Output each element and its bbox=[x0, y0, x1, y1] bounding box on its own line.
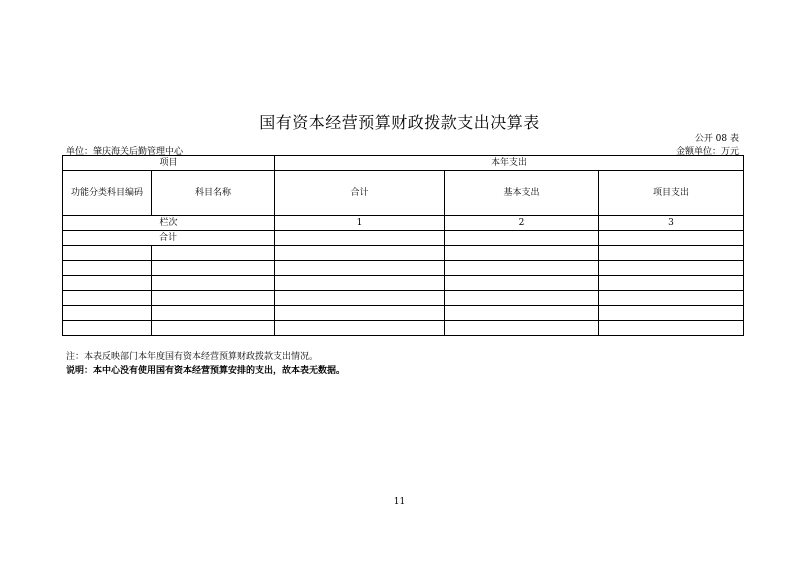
reporting-unit: 单位：肇庆海关后勤管理中心 bbox=[66, 147, 184, 157]
header-total: 合计 bbox=[275, 171, 445, 216]
header-item-group: 项目 bbox=[63, 156, 275, 171]
table-cell bbox=[275, 321, 445, 336]
page-number: 11 bbox=[393, 497, 406, 507]
total-row bbox=[63, 231, 744, 246]
table-row bbox=[63, 321, 744, 336]
table-row bbox=[63, 246, 744, 261]
table-cell bbox=[63, 246, 152, 261]
header-function-code: 功能分类科目编码 bbox=[63, 171, 152, 216]
table-cell bbox=[599, 276, 744, 291]
table-cell bbox=[152, 321, 275, 336]
table-explanation: 说明：本中心没有使用国有资本经营预算安排的支出，故本表无数据。 bbox=[66, 366, 346, 376]
form-number: 公开 08 表 bbox=[694, 134, 739, 144]
table-cell bbox=[445, 321, 599, 336]
header-basic-expense: 基本支出 bbox=[445, 171, 599, 216]
total-cell bbox=[599, 231, 744, 246]
table-cell bbox=[152, 306, 275, 321]
table-cell bbox=[445, 291, 599, 306]
table-row bbox=[63, 261, 744, 276]
document-title: 国有资本经营预算财政拨款支出决算表 bbox=[259, 113, 540, 132]
table-cell bbox=[445, 246, 599, 261]
table-cell bbox=[445, 261, 599, 276]
sequence-row bbox=[63, 216, 744, 231]
sequence-label: 栏次 bbox=[63, 216, 275, 231]
table-cell bbox=[599, 306, 744, 321]
table-cell bbox=[599, 291, 744, 306]
total-cell bbox=[275, 231, 445, 246]
table-row bbox=[63, 276, 744, 291]
table-cell bbox=[152, 291, 275, 306]
table-cell bbox=[599, 261, 744, 276]
table-row bbox=[63, 291, 744, 306]
header-project-expense: 项目支出 bbox=[599, 171, 744, 216]
table-cell bbox=[63, 276, 152, 291]
table-cell bbox=[152, 246, 275, 261]
table-row bbox=[63, 306, 744, 321]
table-cell bbox=[275, 261, 445, 276]
table-cell bbox=[63, 291, 152, 306]
table-cell bbox=[63, 306, 152, 321]
expenditure-table bbox=[62, 155, 744, 336]
sequence-project: 3 bbox=[599, 216, 744, 231]
sequence-basic: 2 bbox=[445, 216, 599, 231]
header-row-group bbox=[63, 156, 744, 171]
table-cell bbox=[445, 276, 599, 291]
table-cell bbox=[599, 246, 744, 261]
table-cell bbox=[445, 306, 599, 321]
table-cell bbox=[63, 321, 152, 336]
table-cell bbox=[275, 246, 445, 261]
table-cell bbox=[275, 276, 445, 291]
header-row-columns bbox=[63, 171, 744, 216]
header-subject-name: 科目名称 bbox=[152, 171, 275, 216]
amount-unit: 金额单位：万元 bbox=[675, 147, 739, 157]
table-cell bbox=[152, 276, 275, 291]
table-cell bbox=[275, 291, 445, 306]
total-cell bbox=[445, 231, 599, 246]
table-cell bbox=[63, 261, 152, 276]
header-expense-group: 本年支出 bbox=[275, 156, 744, 171]
table-cell bbox=[152, 261, 275, 276]
table-note: 注：本表反映部门本年度国有资本经营预算财政拨款支出情况。 bbox=[66, 352, 319, 362]
total-row-label: 合计 bbox=[63, 231, 275, 246]
table-cell bbox=[275, 306, 445, 321]
table-cell bbox=[599, 321, 744, 336]
sequence-total: 1 bbox=[275, 216, 445, 231]
